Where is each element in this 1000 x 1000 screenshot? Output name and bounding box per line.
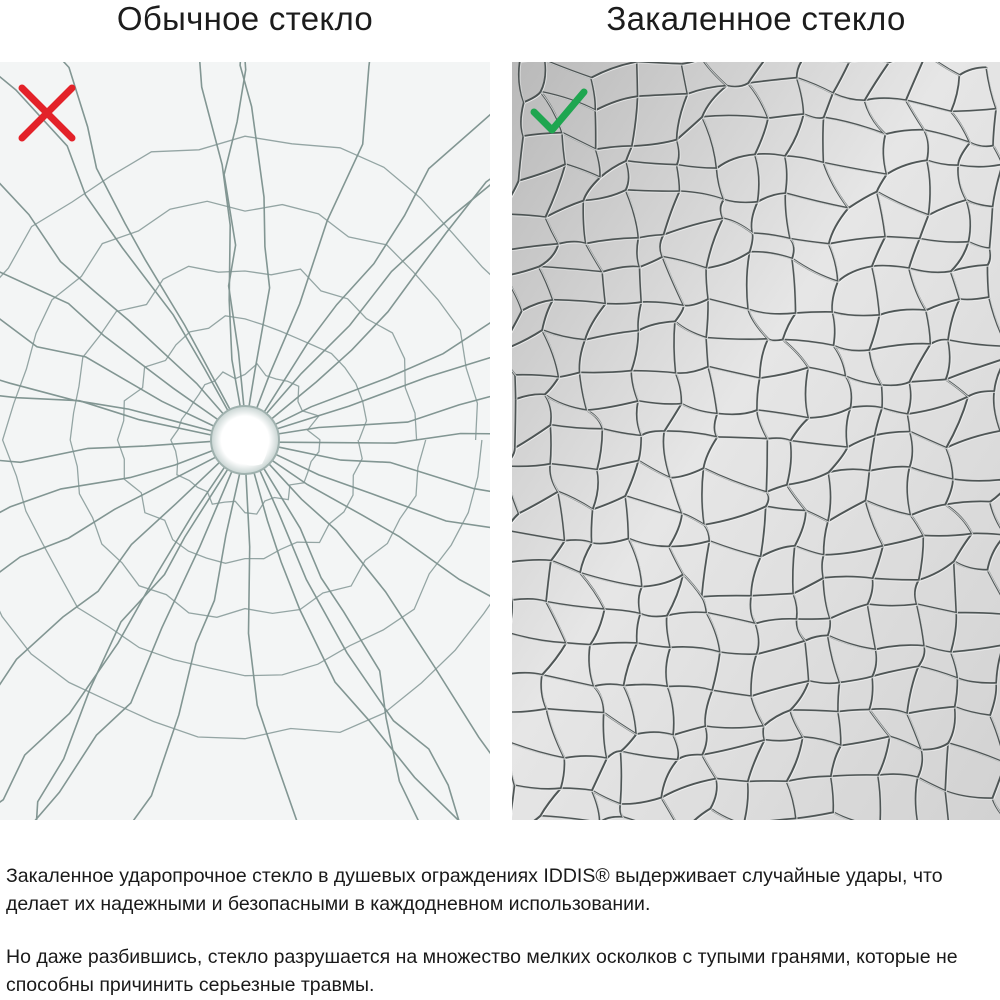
regular-glass-photo bbox=[0, 62, 490, 820]
caption-paragraph-2: Но даже разбившись, стекло разрушается на множество мелких осколков с тупыми гранями, которые не способны причинить серьезные травмы. bbox=[6, 946, 958, 996]
caption-paragraph-1: Закаленное ударопрочное стекло в душевых ограждениях IDDIS® выдерживает случайные удары, что делает их надежными и безопасными в каждодневном использовании. bbox=[6, 865, 943, 915]
tempered-glass-photo bbox=[512, 62, 1000, 820]
shattered-glass-image bbox=[0, 62, 490, 820]
title-tempered-glass: Закаленное стекло bbox=[606, 0, 906, 37]
check-icon bbox=[526, 78, 592, 144]
tempered-glass-image bbox=[512, 62, 1000, 820]
title-regular-glass: Обычное стекло bbox=[116, 0, 374, 37]
cross-icon bbox=[14, 78, 80, 144]
